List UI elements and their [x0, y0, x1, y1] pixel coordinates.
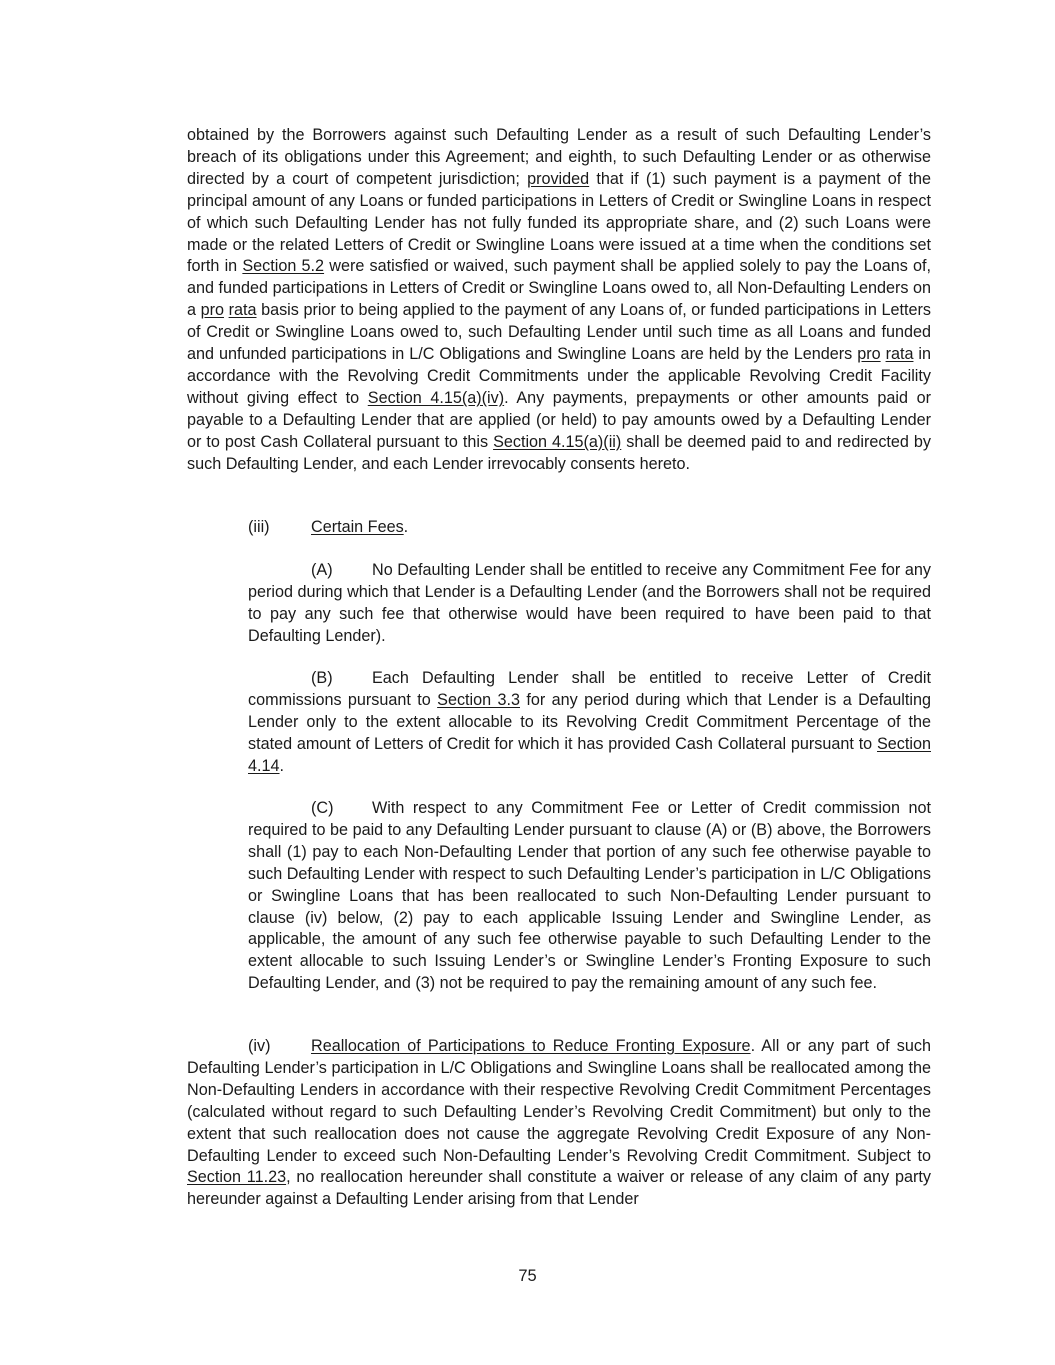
pro-term: pro [200, 301, 224, 320]
clause-number: (C) [311, 799, 334, 817]
clause-iii-heading: (iii) Certain Fees. [248, 517, 931, 539]
subclause-b: (B) Each Defaulting Lender shall be entitled to receive Letter of Credit commissions pursuant to Section 3.3 for any period during which that Lender is a Defaulting Lender only to the extent allocable to its Revolving Credit Commitment Percentage of the stated amount of Letters of Credit for which it has provided Cash Collateral pursuant to Section 4.14. [248, 669, 931, 775]
page-number: 75 [518, 1267, 537, 1285]
rata-term: rata [885, 345, 914, 364]
clause-number: (B) [311, 669, 333, 687]
clause-heading: Reallocation of Participations to Reduce Fronting Exposure [311, 1037, 751, 1055]
section-ref-5-2: Section 5.2 [242, 257, 325, 276]
clause-iv: (iv) Reallocation of Participations to Reduce Fronting Exposure. All or any part of such Defaulting Lender’s participation in L/C Obligations and Swingline Loans shall be reallocated among the Non-Defaulting Lenders in accordance with their respective Revolving Credit Commitment Percentages (calculated without regard to such Defaulting Lender’s Revolving Credit Commitment) but only to the extent that such reallocation does not cause the aggregate Revolving Credit Exposure of any Non-Defaulting Lender to exceed such Non-Defaulting Lender’s Revolving Credit Commitment. Subject to Section 11.23, no reallocation hereunder shall constitute a waiver or release of any claim of any party hereunder against a Defaulting Lender arising from that Lender [187, 1037, 932, 1209]
section-ref-3-3: Section 3.3 [437, 690, 520, 709]
clause-heading: Certain Fees [311, 518, 404, 536]
section-ref-4-14: Section 4.14 [248, 734, 931, 775]
clause-number: (A) [311, 561, 333, 579]
section-ref-11-23: Section 11.23 [187, 1168, 287, 1187]
pro-term: pro [857, 345, 881, 364]
rata-term: rata [228, 301, 257, 320]
subclause-c: (C) With respect to any Commitment Fee or Letter of Credit commission not required to be paid to any Defaulting Lender pursuant to clause (A) or (B) above, the Borrowers shall (1) pay to each Non-Defaulting Lender that portion of any such fee otherwise payable to such Defaulting Lender with respect to such Defaulting Lender’s participation in L/C Obligations or Swingline Loans that has been reallocated to such Non-Defaulting Lender pursuant to clause (iv) below, (2) pay to each applicable Issuing Lender and Swingline Lender, as applicable, the amount of any such fee otherwise payable to such Defaulting Lender to the extent allocable to such Issuing Lender’s or Swingline Lender’s Fronting Exposure to such Defaulting Lender, and (3) not be required to pay the remaining amount of any such fee. [248, 799, 931, 993]
section-ref-4-15-a-ii: Section 4.15(a)(ii) [493, 432, 622, 451]
provided-term: provided [527, 169, 590, 188]
clause-number: (iii) [248, 518, 270, 536]
paragraph-continuation: obtained by the Borrowers against such Defaulting Lender as a result of such Defaulting Lender’s breach of its obligations under this Agreement; and eighth, to such Defaulting Lender or as otherwise directed by a court of competent jurisdiction; provided that if (1) such payment is a payment of the principal amount of any Loans or funded participations in Letters of Credit or Swingline Loans in respect of which such Defaulting Lender has not fully funded its appropriate share, and (2) such Loans were made or the related Letters of Credit or Swingline Loans were issued at a time when the conditions set forth in Section 5.2 were satisfied or waived, such payment shall be applied solely to pay the Loans of, and funded participations in Letters of Credit or Swingline Loans owed to, all Non-Defaulting Lenders on a pro rata basis prior to being applied to the payment of any Loans of, or funded participations in Letters of Credit or Swingline Loans owed to, such Defaulting Lender until such time as all Loans and funded and unfunded participations in L/C Obligations and Swingline Loans are held by the Lenders pro rata in accordance with the Revolving Credit Commitments under the applicable Revolving Credit Facility without giving effect to Section 4.15(a)(iv). Any payments, prepayments or other amounts paid or payable to a Defaulting Lender that are applied (or held) to pay amounts owed by a Defaulting Lender or to post Cash Collateral pursuant to this Section 4.15(a)(ii) shall be deemed paid to and redirected by such Defaulting Lender, and each Lender irrevocably consents hereto. [187, 126, 931, 473]
section-ref-4-15-a-iv: Section 4.15(a)(iv) [367, 388, 505, 407]
clause-number: (iv) [248, 1037, 271, 1055]
subclause-a: (A) No Defaulting Lender shall be entitled to receive any Commitment Fee for any period during which that Lender is a Defaulting Lender (and the Borrowers shall not be required to pay any such fee that otherwise would have been required to have been paid to that Defaulting Lender). [248, 561, 931, 645]
